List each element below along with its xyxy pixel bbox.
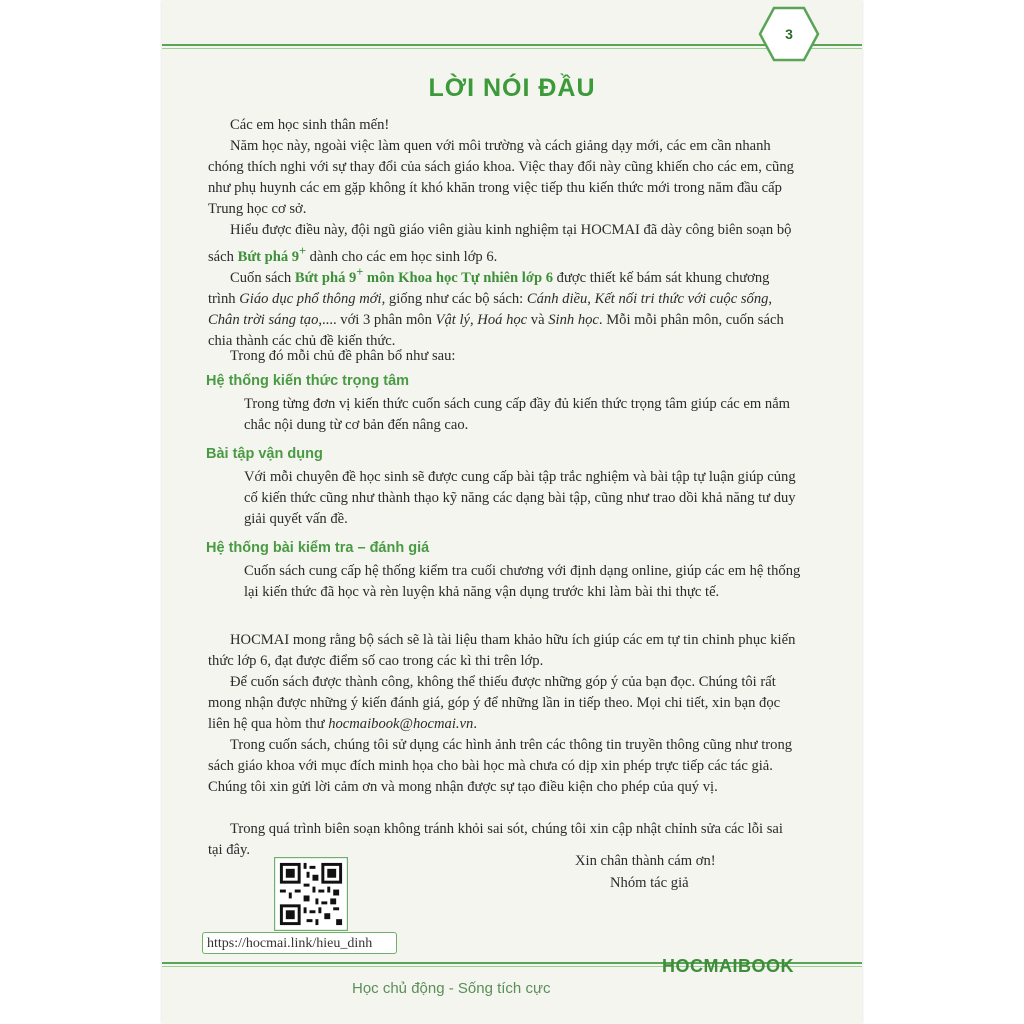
page-number-badge	[758, 6, 820, 62]
book-page	[162, 0, 862, 1024]
paragraph-8: Trong quá trình biên soạn không tránh khỏi sai sót, chúng tôi xin cập nhật chỉnh sửa các lỗi sai tại đây.	[208, 821, 783, 858]
sign-thanks: Xin chân thành cám ơn!	[575, 853, 716, 869]
para2-before: Hiểu được điều này, đội ngũ giáo viên giàu kinh nghiệm tại HOCMAI đã dày công biên soạn bộ sách	[208, 222, 792, 265]
para2-after: dành cho các em học sinh lớp 6.	[306, 248, 498, 265]
contact-email[interactable]: hocmaibook@hocmai.vn	[328, 716, 474, 732]
section-body-2: Với mỗi chuyên đề học sinh sẽ được cung cấp bài tập trắc nghiệm và bài tập tự luận giúp củng cố kiến thức cũng như thành thạo kỹ năng các dạng bài tập, cũng như trao dồi khả năng tư duy giải quyết vấn đề.	[244, 469, 796, 527]
sign-author: Nhóm tác giả	[610, 875, 689, 891]
brand-logo: HOCMAIBOOK	[662, 956, 794, 976]
qr-code[interactable]	[274, 857, 348, 931]
paragraph-7: Trong cuốn sách, chúng tôi sử dụng các hình ảnh trên các thông tin truyền thông cũng như trong sách giáo khoa với mục đích minh họa cho bài học mà chưa có dịp xin phép trực tiếp các tác giả. Chúng tôi xin gửi lời cảm ơn và mong nhận được sự tạo điều kiện cho phép của quý vị.	[208, 737, 793, 795]
paragraph-4: Trong đó mỗi chủ đề phân bổ như sau:	[230, 348, 456, 364]
page-number: 3	[785, 26, 793, 42]
paragraph-2	[208, 220, 800, 268]
greeting: Các em học sinh thân mến!	[230, 117, 390, 133]
section-body-1: Trong từng đơn vị kiến thức cuốn sách cung cấp đầy đủ kiến thức trọng tâm giúp các em nắm chắc nội dung từ cơ bản đến nâng cao.	[244, 396, 791, 433]
section-heading-1: Hệ thống kiến thức trọng tâm	[206, 373, 410, 389]
section-body-3: Cuốn sách cung cấp hệ thống kiểm tra cuối chương với định dạng online, giúp các em hệ thống lại kiến thức đã học và rèn luyện khả năng vận dụng trước khi làm bài thi thực tế.	[244, 563, 801, 600]
footer-slogan: Học chủ động - Sống tích cực	[352, 980, 551, 997]
qr-code-icon	[274, 857, 348, 931]
paragraph-3: Cuốn sách Bứt phá 9+ môn Khoa học Tự nhiên lớp 6 được thiết kế bám sát khung chương trình Giáo dục phổ thông mới, giống như các bộ sách: Cánh diều, Kết nối tri thức với cuộc sống, Chân trời sáng tạo,.... với 3 phân môn Vật lý, Hoá học và Sinh học. Mỗi mỗi phân môn, cuốn sách chia thành các chủ đề kiến thức.	[208, 265, 784, 349]
book-title: Bứt phá 9+	[237, 244, 307, 265]
paragraph-5: HOCMAI mong rằng bộ sách sẽ là tài liệu tham khảo hữu ích giúp các em tự tin chinh phục kiến thức lớp 6, đạt được điểm số cao trong các kì thi trên lớp.	[208, 632, 796, 669]
top-rule	[162, 44, 862, 46]
book-title-full: Bứt phá 9+ môn Khoa học Tự nhiên lớp 6	[294, 265, 553, 286]
section-heading-2: Bài tập vận dụng	[206, 446, 323, 462]
paragraph-1: Năm học này, ngoài việc làm quen với môi trường và cách giảng dạy mới, các em cần nhanh chóng thích nghi với sự thay đổi của sách giáo khoa. Việc thay đổi này cũng khiến cho các em, cũng như phụ huynh các em gặp không ít khó khăn trong việc tiếp thu kiến thức mới trong năm đầu cấp Trung học cơ sở.	[208, 138, 794, 217]
qr-url-link[interactable]: https://hocmai.link/hieu_dinh	[202, 932, 397, 954]
section-heading-3: Hệ thống bài kiểm tra – đánh giá	[206, 540, 430, 556]
paragraph-6: Để cuốn sách được thành công, không thể thiếu được những góp ý của bạn đọc. Chúng tôi rất mong nhận được những ý kiến đánh giá, góp ý để những lần in tiếp theo. Mọi chi tiết, xin bạn đọc liên hệ qua hòm thư hocmaibook@hocmai.vn.	[208, 674, 781, 732]
page-title: LỜI NÓI ĐẦU	[428, 74, 596, 102]
top-rule-thin	[162, 48, 862, 49]
